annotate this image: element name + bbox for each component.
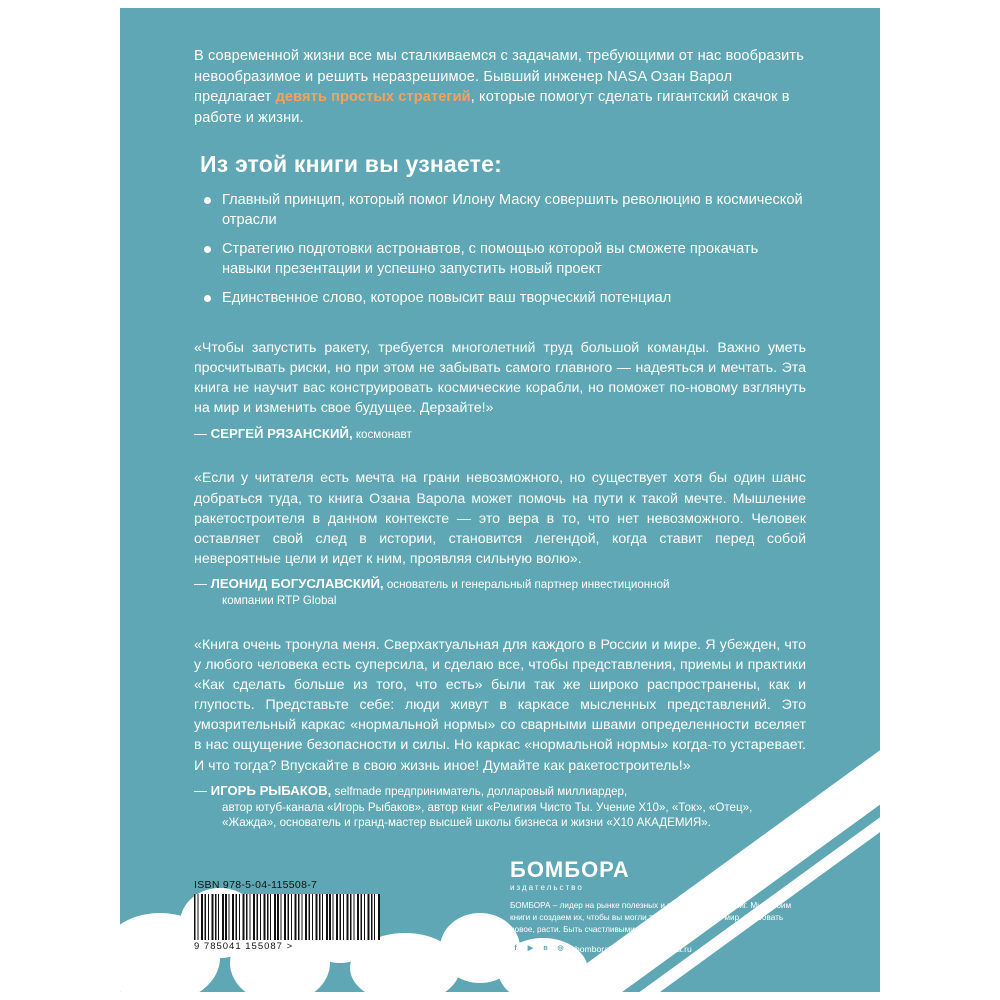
intro-text-part2: , которые помогут сделать гигантский скачок в работе и жизни. bbox=[194, 89, 790, 127]
review-quote: «Книга очень тронула меня. Сверхактуальная для каждого в России и мире. Я убежден, что у любого человека есть суперсила, и сделаю все, чтобы представления, приемы и практики «Как сделать больше из того, что есть» были так же широко распространены, как и глупость. Представьте себе: люди живут в каркасе мысленных представлений. Это умозрительный каркас «нормальной нормы» со сварными швами определенности вселяет в нас ощущение безопасности и силы. Но каркас «нормальной нормы» когда-то устаревает. И что тогда? Впускайте в свою жизнь иное! Думайте как ракетостроитель!» bbox=[194, 636, 806, 774]
social-handle: bomborabooks bbox=[575, 943, 632, 954]
reviewer-role-continuation: автор ютуб-канала «Игорь Рыбаков», автор книг «Религия Чисто Ты. Учение X10», «Ток», «Отец», «Жажда», основатель и гранд-мастер высшей школы бизнеса и жизни «X10 АКАДЕМИЯ». bbox=[222, 800, 753, 830]
publisher-blurb: БОМБОРА – лидер на рынке полезных и вдохновляющих книг. Мы любим книги и создаем их, чтобы вы могли творить, открывать мир, пробовать новое, расти. Быть счастливыми. Быть на волне. bbox=[510, 901, 792, 935]
instagram-icon: ◎ bbox=[555, 943, 566, 954]
review-block bbox=[194, 338, 806, 442]
reviewer-name: СЕРГЕЙ РЯЗАНСКИЙ, bbox=[210, 425, 353, 441]
publisher-name: БОМБОРА bbox=[510, 857, 630, 883]
attribution-dash: — bbox=[194, 576, 207, 592]
attribution-dash: — bbox=[194, 782, 207, 798]
reviewer-name: ЛЕОНИД БОГУСЛАВСКИЙ, bbox=[210, 576, 384, 592]
publisher-block bbox=[510, 859, 810, 954]
review-block bbox=[194, 635, 806, 831]
review-quote: «Если у читателя есть мечта на грани невозможного, но существует хотя бы один шанс добраться туда, то книга Озана Варола может помочь на пути к такой мечте. Мышление ракетостроителя в данном контексте — это вера в то, что нет невозможного. Человек оставляет свой след в истории, становится легендой, когда ставит перед собой невероятные цели и идет к ним, проявляя сильную волю». bbox=[194, 470, 806, 568]
reviewer-role: основатель и генеральный партнер инвестиционной bbox=[383, 578, 670, 592]
reviewer-role-continuation: компании RTP Global bbox=[222, 594, 337, 608]
list-item: Главный принцип, который помог Илону Маску совершить революцию в космической отрасли bbox=[200, 190, 806, 231]
review-attribution bbox=[194, 575, 806, 608]
cover-footer bbox=[120, 857, 880, 992]
isbn-block bbox=[194, 879, 384, 952]
review-attribution bbox=[194, 425, 806, 443]
isbn-number: ISBN 978-5-04-115508-7 bbox=[194, 879, 318, 891]
attribution-dash: — bbox=[194, 425, 207, 441]
reviewer-name: ИГОРЬ РЫБАКОВ, bbox=[210, 782, 332, 798]
cover-content bbox=[120, 8, 880, 831]
list-item: Стратегию подготовки астронавтов, с помощью которой вы сможете прокачать навыки презентации и успешно запустить новый проект bbox=[200, 239, 806, 280]
list-item: Единственное слово, которое повысит ваш творческий потенциал bbox=[200, 288, 806, 308]
review-block bbox=[194, 468, 806, 608]
publisher-subtitle: издательство bbox=[510, 883, 584, 893]
book-back-cover bbox=[120, 8, 880, 992]
section-heading: Из этой книги вы узнаете: bbox=[200, 150, 502, 177]
publisher-social bbox=[510, 943, 810, 954]
vk-icon: в bbox=[540, 943, 551, 954]
facebook-icon: f bbox=[510, 943, 521, 954]
reviewer-role: selfmade предприниматель, долларовый миллиардер, bbox=[331, 784, 628, 798]
youtube-icon: ▶ bbox=[525, 943, 536, 954]
barcode-digits: 9 785041 155087 > bbox=[194, 941, 294, 952]
review-quote: «Чтобы запустить ракету, требуется многолетний труд большой команды. Важно уметь просчитывать риски, но при этом не забывать самого главного — надеяться и мечтать. Эта книга не научит вас конструировать космические корабли, но поможет по-новому взглянуть на мир и изменить свое будущее. Дерзайте!» bbox=[194, 339, 806, 417]
intro-paragraph bbox=[194, 46, 806, 129]
review-attribution bbox=[194, 782, 806, 831]
reviewer-role: космонавт bbox=[352, 427, 412, 441]
publisher-website: bombora.ru bbox=[647, 943, 692, 954]
benefits-list bbox=[194, 190, 806, 308]
intro-highlight: девять простых стратегий bbox=[275, 89, 471, 106]
barcode-image bbox=[194, 894, 380, 940]
intro-text-part1: В современной жизни все мы сталкиваемся с задачами, требующими от нас вообразить невообразимое и решить неразрешимое. Бывший инженер NASA Озан Варол предлагает bbox=[194, 48, 804, 106]
